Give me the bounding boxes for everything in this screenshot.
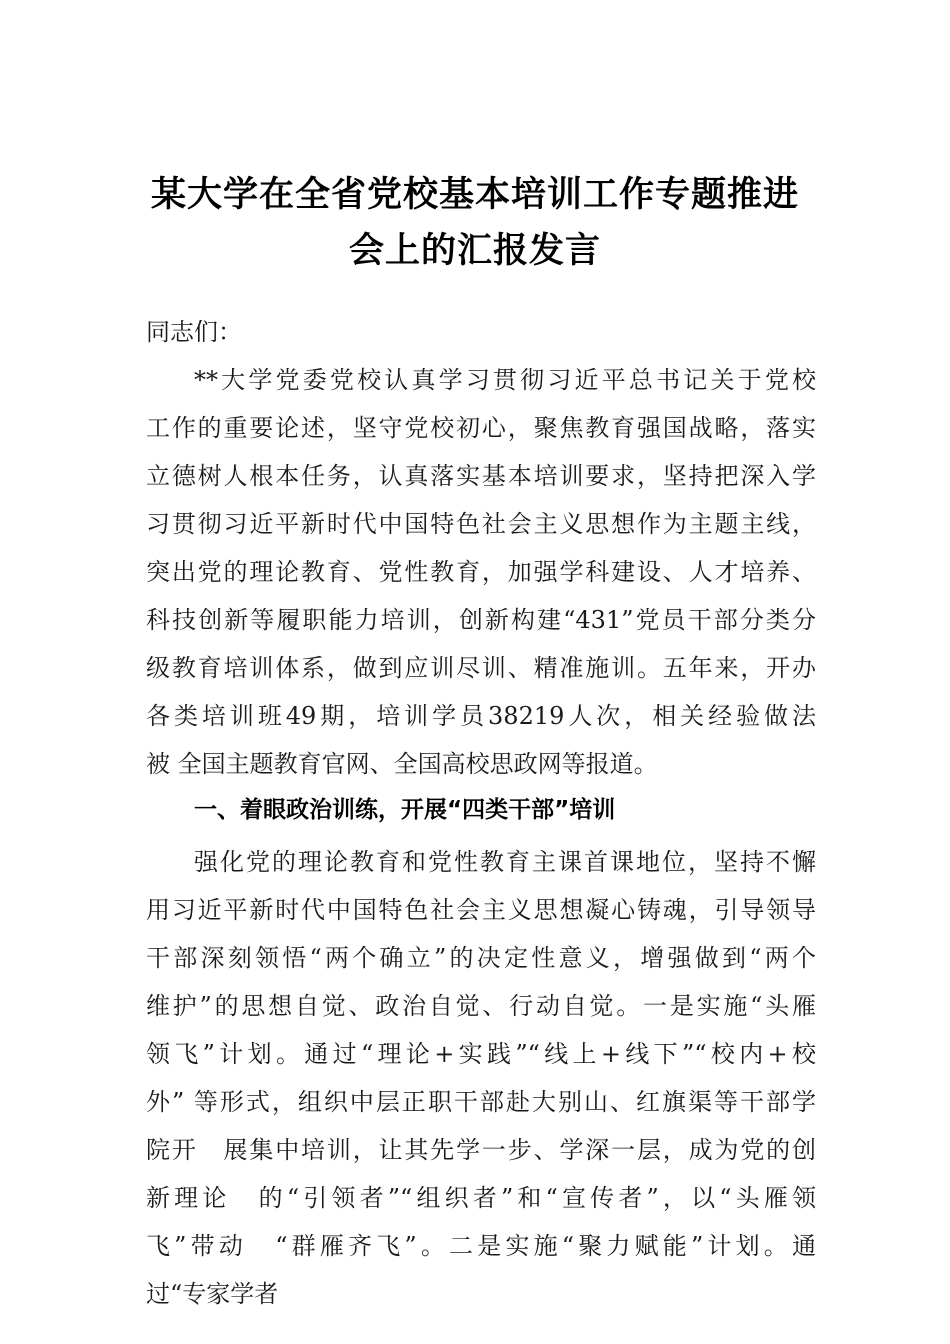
document-title-line-2: 会上的汇报发言 (348, 231, 601, 271)
paragraph-2-line: 维护”的思想自觉、政治自觉、行动自觉。一是实施“头雁 (146, 992, 816, 1020)
salutation: 同志们： (146, 318, 242, 346)
document-title-line-1: 某大学在全省党校基本培训工作专题推进 (150, 175, 799, 215)
paragraph-2-line: 院开 展集中培训，让其先学一步、学深一层，成为党的创 (146, 1136, 816, 1164)
section-1-heading: 一、着眼政治训练，开展“四类干部”培训 (194, 797, 616, 823)
paragraph-1-line: 立德树人根本任务，认真落实基本培训要求，坚持把深入学 (146, 462, 816, 490)
paragraph-2-line: 领飞”计划。通过“理论+实践”“线上+线下”“校内+校 (146, 1040, 816, 1068)
paragraph-1-line: **大学党委党校认真学习贯彻习近平总书记关于党校 (194, 366, 816, 394)
paragraph-1-line: 级教育培训体系，做到应训尽训、精准施训。五年来，开办 (146, 654, 816, 682)
paragraph-2-line: 飞”带动 “群雁齐飞”。二是实施“聚力赋能”计划。通 (146, 1232, 816, 1260)
paragraph-1-line: 科技创新等履职能力培训，创新构建“431”党员干部分类分 (146, 606, 816, 634)
paragraph-1-line: 被 全国主题教育官网、全国高校思政网等报道。 (146, 750, 658, 778)
paragraph-1-line: 突出党的理论教育、党性教育，加强学科建设、人才培养、 (146, 558, 816, 586)
paragraph-2-line: 用习近平新时代中国特色社会主义思想凝心铸魂，引导领导 (146, 896, 816, 924)
paragraph-1-line: 习贯彻习近平新时代中国特色社会主义思想作为主题主线， (146, 510, 816, 538)
paragraph-1-line: 工作的重要论述，坚守党校初心，聚焦教育强国战略，落实 (146, 414, 816, 442)
paragraph-2-line: 强化党的理论教育和党性教育主课首课地位，坚持不懈 (194, 848, 816, 876)
paragraph-2-line: 外” 等形式，组织中层正职干部赴大别山、红旗渠等干部学 (146, 1088, 816, 1116)
paragraph-2-line: 过“专家学者 (146, 1280, 279, 1308)
paragraph-1-line: 各类培训班49期，培训学员38219人次，相关经验做法 (146, 702, 816, 730)
paragraph-2-line: 干部深刻领悟“两个确立”的决定性意义，增强做到“两个 (146, 944, 816, 972)
paragraph-2-line: 新理论 的“引领者”“组织者”和“宣传者”，以“头雁领 (146, 1184, 816, 1212)
